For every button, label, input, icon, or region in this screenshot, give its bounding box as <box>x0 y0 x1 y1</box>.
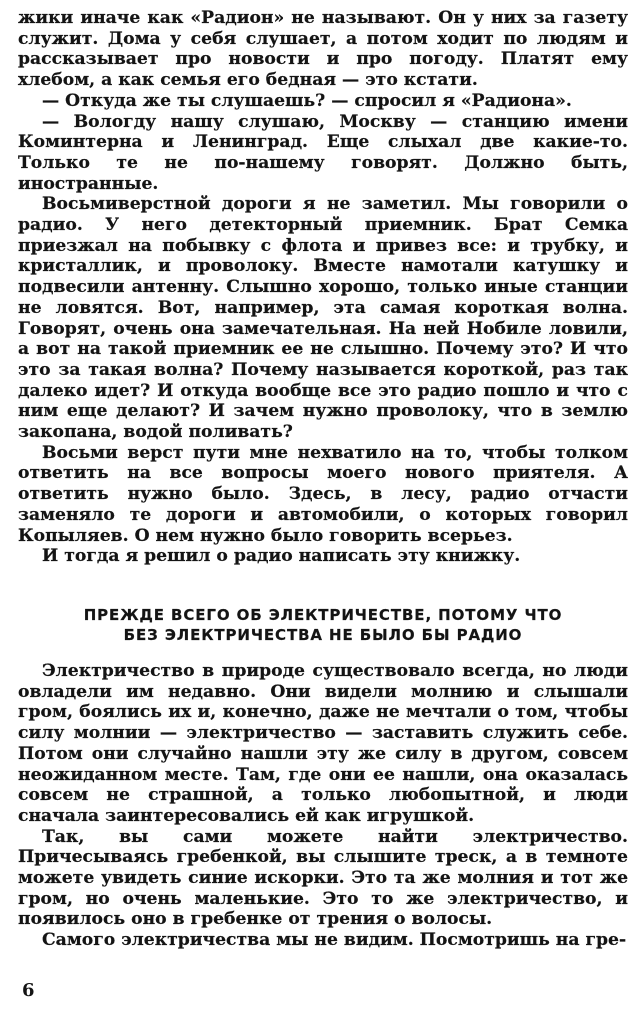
paragraph: жики иначе как «Радион» не называют. Он у них за газету служит. Дома у себя слушает, а потом ходит по людям и рассказывает про новости и про погоду. Платят ему хлебом, а как семья его бедная — это кстати. <box>18 8 628 91</box>
paragraph: Так, вы сами можете найти электричество. Причесываясь гребенкой, вы слышите треск, а в темноте можете увидеть синие искорки. Это та же молния и тот же гром, но очень маленькие. Это то же электричество, и появилось оно в гребенке от трения о волосы. <box>18 826 628 930</box>
book-page <box>18 8 628 951</box>
paragraph: — Вологду нашу слушаю, Москву — станцию имени Коминтерна и Ленинград. Еще слыхал две какие-то. Только те не по-нашему говорят. Должно быть, иностранные. <box>18 111 628 194</box>
paragraph: Восьмиверстной дороги я не заметил. Мы говорили о радио. У него детекторный приемник. Брат Семка приезжал на побывку с флота и привез все: и трубку, и кристаллик, и проволоку. Вместе намотали катушку и подвесили антенну. Слышно хорошо, только иные станции не ловятся. Вот, например, эта самая короткая волна. Говорят, очень она замечательная. На ней Нобиле ловили, а вот на такой приемник ее не слышно. Почему это? И что это за такая волна? Почему называется короткой, раз так далеко идет? И откуда вообще все это радио пошло и что с ним еще делают? И зачем нужно проволоку, что в землю закопана, водой поливать? <box>18 194 628 443</box>
page-number: 6 <box>22 980 35 1001</box>
paragraph: — Откуда же ты слушаешь? — спросил я «Радиона». <box>42 90 572 111</box>
section-heading <box>18 605 628 645</box>
paragraph: Самого электричества мы не видим. Посмотришь на гре- <box>42 930 627 951</box>
section-heading-line: ПРЕЖДЕ ВСЕГО ОБ ЭЛЕКТРИЧЕСТВЕ, ПОТОМУ ЧТО <box>83 605 563 624</box>
paragraph: И тогда я решил о радио написать эту книжку. <box>42 546 521 567</box>
section-heading-line: БЕЗ ЭЛЕКТРИЧЕСТВА НЕ БЫЛО БЫ РАДИО <box>123 625 523 644</box>
paragraph: Электричество в природе существовало всегда, но люди овладели им недавно. Они видели молнию и слышали гром, боялись их и, конечно, даже не мечтали о том, чтобы силу молнии — электричество — заставить служить себе. Потом они случайно нашли эту же силу в другом, совсем неожиданном месте. Там, где они ее нашли, она оказалась совсем не страшной, а только любопытной, и люди сначала заинтересовались ей как игрушкой. <box>18 660 628 826</box>
paragraph: Восьми верст пути мне нехватило на то, чтобы толком ответить на все вопросы моего нового приятеля. А ответить нужно было. Здесь, в лесу, радио отчасти заменяло те дороги и автомобили, о которых говорил Копыляев. О нем нужно было говорить всерьез. <box>18 442 628 546</box>
